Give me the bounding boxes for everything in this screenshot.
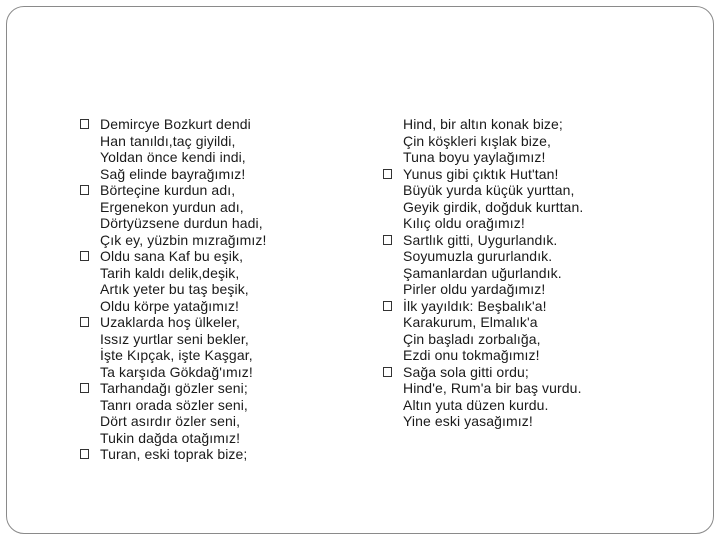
bullet-box-icon [383, 169, 392, 179]
verse-line: Sağ elinde bayrağımız! [100, 165, 246, 182]
stanza [383, 364, 663, 430]
verse-line: Ta karşıda Gökdağ'ımız! [100, 363, 253, 380]
verse-line: Oldu körpe yatağımız! [100, 297, 240, 314]
verse-line: İlk yayıldık: Beşbalık'a! [403, 297, 547, 314]
verse-line: Çık ey, yüzbin mızrağımız! [100, 231, 267, 248]
bullet-box-icon [383, 235, 392, 245]
bullet-box-icon [80, 251, 89, 261]
right-column [383, 116, 663, 430]
verse-line: Turan, eski toprak bize; [100, 446, 248, 462]
verse-line: Börteçine kurdun adı, [100, 182, 236, 198]
verse-line: Sartlık gitti, Uygurlandık. [403, 231, 558, 248]
verse-line: Issız yurtlar seni bekler, [100, 330, 249, 347]
bullet-box-icon [383, 367, 392, 377]
bullet-box-icon [80, 185, 89, 195]
verse-line: Soyumuzla gururlandık. [403, 248, 553, 264]
verse-line: Dört asırdır özler seni, [100, 413, 241, 429]
verse-line: Han tanıldı,taç giyildi, [100, 132, 236, 149]
stanza [80, 446, 340, 463]
verse-line: Altın yuta düzen kurdu. [403, 396, 549, 413]
verse-line: Kılıç oldu orağımız! [403, 215, 525, 231]
left-column [80, 116, 340, 463]
verse-line: Tukin dağda otağımız! [100, 429, 241, 446]
bullet-box-icon [383, 301, 392, 311]
stanza [383, 166, 663, 232]
bullet-box-icon [80, 119, 89, 129]
verse-line: Yoldan önce kendi indi, [100, 149, 246, 165]
bullet-box-icon [80, 383, 89, 393]
verse-line: Büyük yurda küçük yurttan, [403, 182, 575, 198]
stanza [80, 248, 340, 314]
verse-line: Artık yeter bu taş beşik, [100, 281, 249, 297]
stanza [80, 116, 340, 182]
verse-line: Yunus gibi çıktık Hut'tan! [403, 165, 559, 182]
stanza [80, 182, 340, 248]
bullet-box-icon [80, 317, 89, 327]
verse-line: Çin köşkleri kışlak bize, [403, 132, 551, 149]
verse-line: Sağa sola gitti ordu; [403, 363, 529, 380]
verse-line: Tanrı orada sözler seni, [100, 396, 248, 413]
verse-line: Karakurum, Elmalık'a [403, 314, 538, 330]
stanza [80, 380, 340, 446]
verse-line: Uzaklarda hoş ülkeler, [100, 314, 240, 330]
verse-line: Ergenekon yurdun adı, [100, 198, 244, 215]
verse-line: Tarih kaldı delik,deşik, [100, 264, 240, 281]
verse-line: Pirler oldu yardağımız! [403, 281, 546, 297]
bullet-box-icon [80, 449, 89, 459]
verse-line: Çin başladı zorbalığa, [403, 330, 541, 347]
verse-line: Ezdi onu tokmağımız! [403, 347, 540, 363]
verse-line: Hind, bir altın konak bize; [403, 116, 563, 132]
verse-line: Hind'e, Rum'a bir baş vurdu. [403, 380, 582, 396]
verse-line: Yine eski yasağımız! [403, 413, 533, 429]
verse-line: İşte Kıpçak, işte Kaşgar, [100, 347, 253, 363]
verse-line: Oldu sana Kaf bu eşik, [100, 248, 244, 264]
verse-line: Şamanlardan uğurlandık. [403, 264, 562, 281]
verse-line: Tarhandağı gözler seni; [100, 380, 248, 396]
stanza [80, 314, 340, 380]
verse-line: Geyik girdik, doğduk kurttan. [403, 198, 584, 215]
verse-line: Dörtyüzsene durdun hadi, [100, 215, 263, 231]
verse-line: Tuna boyu yaylağımız! [403, 149, 546, 165]
stanza [383, 232, 663, 298]
verse-line: Demircye Bozkurt dendi [100, 116, 251, 132]
stanza [383, 116, 663, 166]
stanza [383, 298, 663, 364]
